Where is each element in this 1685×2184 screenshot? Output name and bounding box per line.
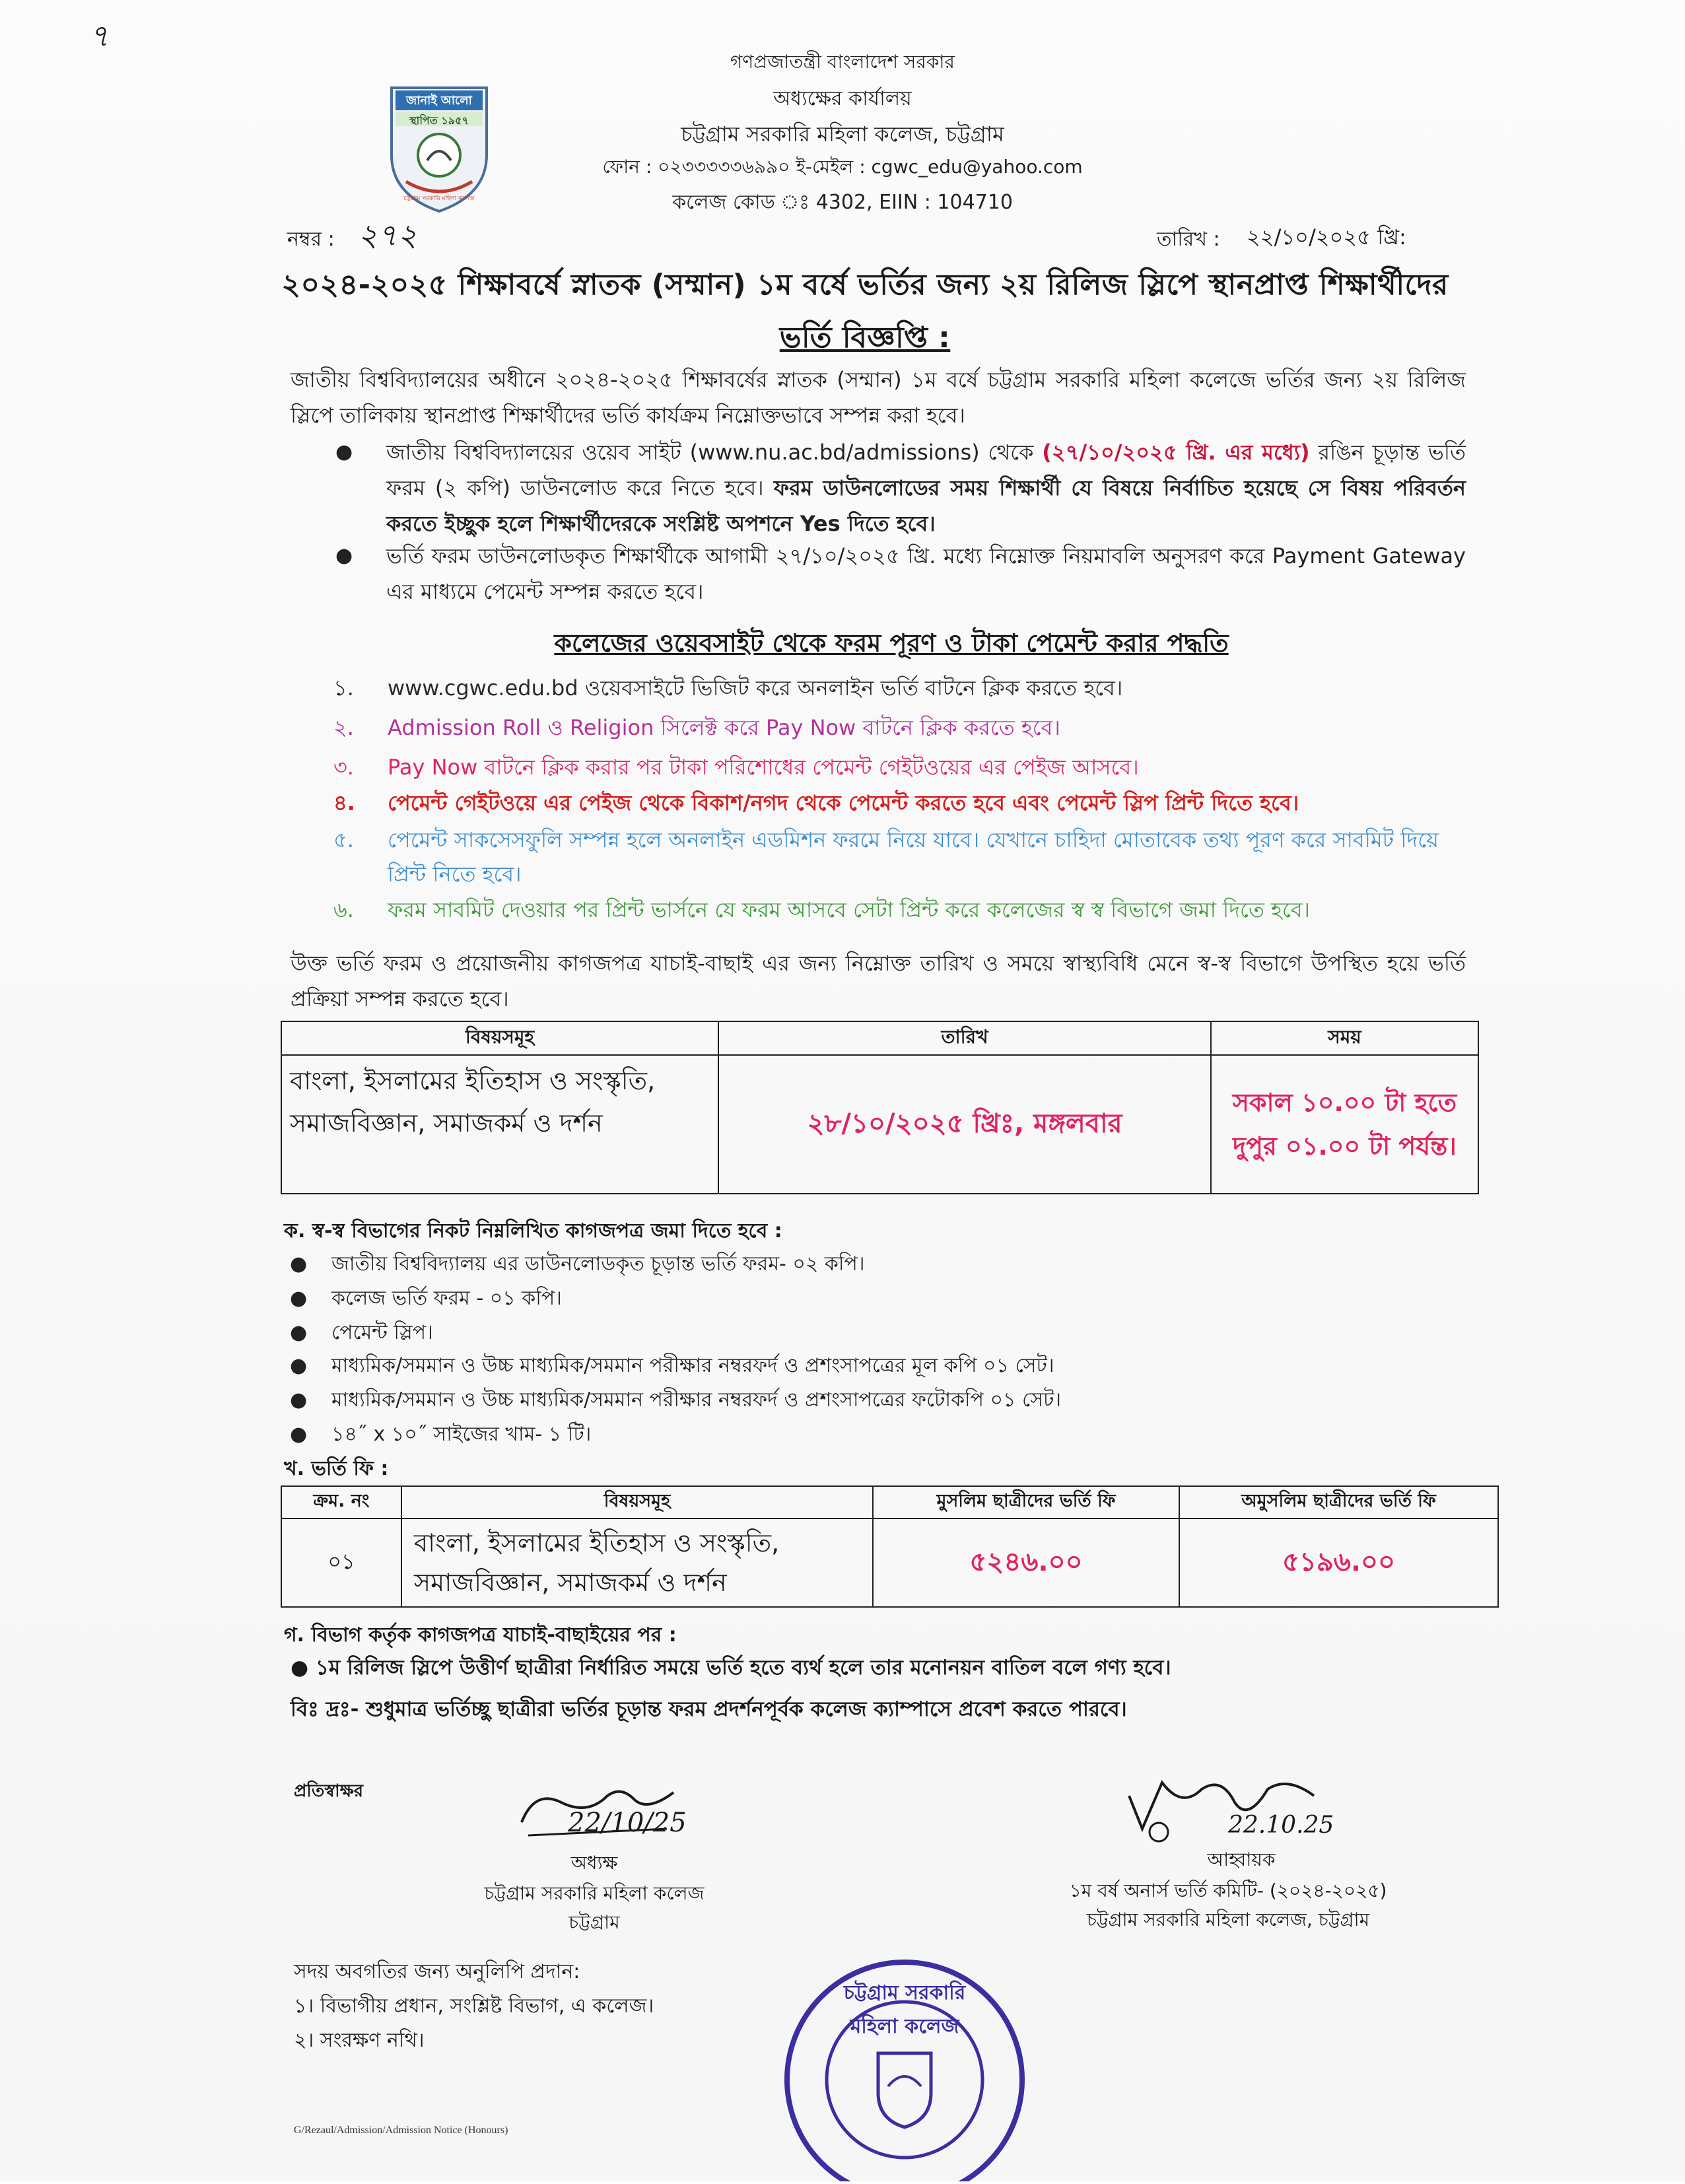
doc-item-text: মাধ্যমিক/সমমান ও উচ্চ মাধ্যমিক/সমমান পরীক্ষার নম্বরফর্দ ও প্রশংসাপত্রের ফটোকপি ০১ সেট। <box>331 1388 1062 1412</box>
step-number: ২. <box>333 715 354 740</box>
copy-item-2: ২। সংরক্ষণ নথি। <box>294 2029 425 2052</box>
intro-paragraph: জাতীয় বিশ্ববিদ্যালয়ের অধীনে ২০২৪-২০২৫ শিক্ষাবর্ষের স্নাতক (সম্মান) ১ম বর্ষে চট্টগ্রাম সরকারি মহিলা কলেজে ভর্তির জন্য ২য় রিলিজ স্লিপে তালিকায় স্থানপ্রাপ্ত শিক্ষার্থীদের ভর্তি কার্যক্রম নিম্নোক্তভাবে সম্পন্ন করা হবে। <box>291 367 1466 428</box>
fee-header-muslim: মুসলিম ছাত্রীদের ভর্তি ফি <box>873 1486 1179 1519</box>
step-number: ৪. <box>333 790 355 815</box>
date-value: ২২/১০/২০২৫ খ্রি: <box>1247 224 1406 250</box>
schedule-time <box>1211 1055 1478 1194</box>
step-text: Admission Roll ও Religion সিলেক্ট করে Pay Now বাটনে ক্লিক করতে হবে। <box>388 715 1060 740</box>
fee-header-serial: ক্রম. নং <box>281 1486 401 1519</box>
bullet-dot: ● <box>290 1388 308 1412</box>
fee-non-muslim: ৫১৯৬.০০ <box>1179 1519 1498 1607</box>
step-number: ৩. <box>333 755 354 780</box>
convener-sign-date: 22.10.25 <box>1228 1812 1334 1839</box>
date-label: তারিখ : <box>1157 228 1220 251</box>
logo-top-text: জানাই আলো <box>406 94 472 108</box>
bullet-dot: ● <box>290 1252 308 1276</box>
principal-org: চট্টগ্রাম সরকারি মহিলা কলেজ <box>484 1882 705 1904</box>
seal-text: চট্টগ্রাম সরকারি মহিলা কলেজ <box>843 1981 966 2038</box>
principal-title: অধ্যক্ষ <box>570 1852 618 1874</box>
header-line-office: অধ্যক্ষের কার্যালয় <box>773 87 912 110</box>
logo-bottom-text: চট্টগ্রাম সরকারি মহিলা কলেজ <box>403 195 475 202</box>
fee-subjects: বাংলা, ইসলামের ইতিহাস ও সংস্কৃতি, সমাজবিজ্ঞান, সমাজকর্ম ও দর্শন <box>401 1519 873 1607</box>
step-number: ৫. <box>333 827 354 852</box>
convener-committee: ১ম বর্ষ অনার্স ভর্তি কমিটি- (২০২৪-২০২৫) <box>1069 1880 1387 1901</box>
notice-title: ২০২৪-২০২৫ শিক্ষাবর্ষে স্নাতক (সম্মান) ১ম বর্ষে ভর্তির জন্য ২য় রিলিজ স্লিপে স্থানপ্রাপ্ত শিক্ষার্থীদের <box>281 268 1449 302</box>
college-seal <box>779 1954 1030 2181</box>
notice-subtitle: ভর্তি বিজ্ঞপ্তি : <box>779 321 951 355</box>
convener-title: আহ্বায়ক <box>1207 1849 1276 1870</box>
principal-signature <box>508 1776 706 1849</box>
schedule-intro: উক্ত ভর্তি ফরম ও প্রয়োজনীয় কাগজপত্র যাচাই-বাছাই এর জন্য নিম্নোক্ত তারিখ ও সময়ে স্বাস্থ্যবিধি মেনে স্ব-স্ব বিভাগে উপস্থিত হয়ে ভর্তি প্রক্রিয়া সম্পন্ন করতে হবে। <box>291 951 1466 1011</box>
bullet-dot: ● <box>290 1321 308 1344</box>
payment-method-heading: কলেজের ওয়েবসাইট থেকে ফরম পূরণ ও টাকা পেমেন্ট করার পদ্ধতি <box>554 629 1229 658</box>
schedule-subjects: বাংলা, ইসলামের ইতিহাস ও সংস্কৃতি, সমাজবিজ্ঞান, সমাজকর্ম ও দর্শন <box>281 1055 718 1194</box>
bullet-payment-text: ভর্তি ফরম ডাউনলোডকৃত শিক্ষার্থীকে আগামী ২৭/১০/২০২৫ খ্রি. মধ্যে নিম্নোক্ত নিয়মাবলি অনুসরণ করে Payment Gateway এর মাধ্যমে পেমেন্ট সম্পন্ন করতে হবে। <box>386 543 1466 604</box>
ref-label: নম্বর : <box>287 228 335 251</box>
bullet-dot: ● <box>290 1423 308 1446</box>
schedule-date: ২৮/১০/২০২৫ খ্রিঃ, মঙ্গলবার <box>718 1055 1211 1194</box>
schedule-time-start: সকাল ১০.০০ টা হতে <box>1232 1088 1457 1117</box>
schedule-header-subjects: বিষয়সমূহ <box>281 1021 718 1055</box>
doc-item-text: কলেজ ভর্তি ফরম - ০১ কপি। <box>331 1287 562 1310</box>
schedule-table <box>281 1021 1479 1194</box>
bullet-dot: ● <box>335 544 353 567</box>
schedule-time-end: দুপুর ০১.০০ টা পর্যন্ত। <box>1233 1132 1457 1161</box>
doc-item-text: জাতীয় বিশ্ববিদ্যালয় এর ডাউনলোডকৃত চূড়ান্ত ভর্তি ফরম- ০২ কপি। <box>331 1252 865 1276</box>
step-text: পেমেন্ট গেইটওয়ে এর পেইজ থেকে বিকাশ/নগদ থেকে পেমেন্ট করতে হবে এবং পেমেন্ট স্লিপ প্রিন্ট দিতে হবে। <box>388 790 1299 815</box>
corner-mark: ৭ <box>89 18 109 53</box>
convener-signature <box>1122 1769 1334 1849</box>
doc-item-text: মাধ্যমিক/সমমান ও উচ্চ মাধ্যমিক/সমমান পরীক্ষার নম্বরফর্দ ও প্রশংসাপত্রের মূল কপি ০১ সেট। <box>331 1354 1054 1377</box>
bullet-subject-change: ফরম ডাউনলোডের সময় শিক্ষার্থী যে বিষয়ে নির্বাচিত হয়েছে সে বিষয় পরিবর্তন করতে ইচ্ছুক হলে শিক্ষার্থীদেরকে সংশ্লিষ্ট অপশনে Yes দিতে হবে। <box>386 475 1466 536</box>
copy-heading: সদয় অবগতির জন্য অনুলিপি প্রদান: <box>294 1960 580 1983</box>
step-text: পেমেন্ট সাকসেসফুলি সম্পন্ন হলে অনলাইন এডমিশন ফরমে নিয়ে যাবে। যেখানে চাহিদা মোতাবেক তথ্য পূরণ করে সাবমিট দিয়ে প্রিন্ট নিতে হবে। <box>388 827 1439 887</box>
fee-serial: ০১ <box>281 1519 401 1607</box>
logo-sub-text: স্থাপিত ১৯৫৭ <box>409 114 469 127</box>
bullet-dot: ● <box>290 1354 308 1377</box>
countersign-label: প্রতিস্বাক্ষর <box>294 1781 364 1801</box>
verify-item-text: ১ম রিলিজ স্লিপে উত্তীর্ণ ছাত্রীরা নির্ধারিত সময়ে ভর্তি হতে ব্যর্থ হলে তার মনোনয়ন বাতিল বলে গণ্য হবে। <box>315 1656 1171 1680</box>
header-line-college: চট্টগ্রাম সরকারি মহিলা কলেজ, চট্টগ্রাম <box>681 121 1004 147</box>
verify-heading: গ. বিভাগ কর্তৃক কাগজপত্র যাচাই-বাছাইয়ের পর : <box>284 1623 677 1647</box>
principal-sign-date: 22/10/25 <box>568 1808 687 1838</box>
bullet-dot: ● <box>335 440 353 463</box>
principal-place: চট্টগ্রাম <box>568 1911 620 1933</box>
convener-org: চট্টগ্রাম সরকারি মহিলা কলেজ, চট্টগ্রাম <box>1086 1909 1370 1930</box>
bullet-download-text-2: রঙিন চূড়ান্ত ভর্তি ফরম (২ কপি) ডাউনলোড করে নিতে হবে। <box>386 440 1466 500</box>
footer-file-path: G/Rezaul/Admission/Admission Notice (Honours) <box>294 2125 508 2136</box>
schedule-header-date: তারিখ <box>718 1021 1211 1055</box>
bullet-download <box>337 434 1466 541</box>
step-text: ফরম সাবমিট দেওয়ার পর প্রিন্ট ভার্সনে যে ফরম আসবে সেটা প্রিন্ট করে কলেজের স্ব স্ব বিভাগে জমা দিতে হবে। <box>388 897 1310 922</box>
fee-header-subjects: বিষয়সমূহ <box>401 1486 873 1519</box>
header-line-contact: ফোন : ০২৩৩৩৩৩৬৯৯০ ই-মেইল : cgwc_edu@yahoo.com <box>602 156 1083 178</box>
bullet-dot: ● <box>291 1656 309 1680</box>
step-text: Pay Now বাটনে ক্লিক করার পর টাকা পরিশোধের পেমেন্ট গেইটওয়ের এর পেইজ আসবে। <box>388 755 1139 780</box>
doc-item-text: ১৪˝ x ১০˝ সাইজের খাম- ১ টি। <box>331 1423 592 1446</box>
bullet-download-text: জাতীয় বিশ্ববিদ্যালয়ের ওয়েব সাইট (www.nu.ac.bd/admissions) থেকে <box>386 440 1034 465</box>
ref-number: ২৭২ <box>358 217 417 253</box>
fee-header-non-muslim: অমুসলিম ছাত্রীদের ভর্তি ফি <box>1179 1486 1498 1519</box>
college-logo <box>386 83 492 215</box>
bullet-dot: ● <box>290 1287 308 1310</box>
header-line-govt: গণপ্রজাতন্ত্রী বাংলাদেশ সরকার <box>730 51 955 73</box>
step-number: ১. <box>333 675 354 700</box>
note: বিঃ দ্রঃ- শুধুমাত্র ভর্তিচ্ছু ছাত্রীরা ভর্তির চূড়ান্ত ফরম প্রদর্শনপূর্বক কলেজ ক্যাম্পাসে প্রবেশ করতে পারবে। <box>291 1697 1127 1721</box>
bullet-payment <box>337 538 1466 609</box>
fee-heading: খ. ভর্তি ফি : <box>284 1457 389 1480</box>
copy-item-1: ১। বিভাগীয় প্রধান, সংশ্লিষ্ট বিভাগ, এ কলেজ। <box>294 1995 654 2018</box>
schedule-header-time: সময় <box>1211 1021 1478 1055</box>
header-line-code: কলেজ কোড ঃ 4302, EIIN : 104710 <box>672 191 1013 214</box>
fee-table <box>281 1485 1499 1608</box>
docs-heading: ক. স্ব-স্ব বিভাগের নিকট নিম্নলিখিত কাগজপত্র জমা দিতে হবে : <box>284 1219 782 1243</box>
fee-muslim: ৫২৪৬.০০ <box>873 1519 1179 1607</box>
doc-item-text: পেমেন্ট স্লিপ। <box>331 1321 433 1344</box>
step-number: ৬. <box>333 897 354 922</box>
step-text: www.cgwc.edu.bd ওয়েবসাইটে ভিজিট করে অনলাইন ভর্তি বাটনে ক্লিক করতে হবে। <box>388 675 1123 700</box>
bullet-deadline: (২৭/১০/২০২৫ খ্রি. এর মধ্যে) <box>1042 440 1310 465</box>
verify-item <box>291 1652 1171 1686</box>
